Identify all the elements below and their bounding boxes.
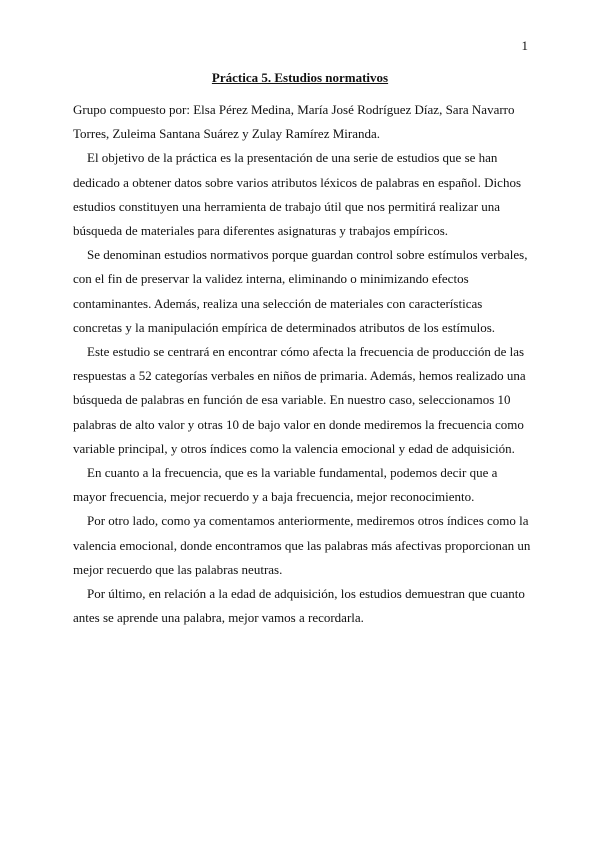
document-body xyxy=(73,98,531,630)
paragraph-objective: El objetivo de la práctica es la presentación de una serie de estudios que se han dedicado a obtener datos sobre varios atributos léxicos de palabras en español. Dichos estudios constituyen una herramienta de trabajo útil que nos permitirá realizar una búsqueda de materiales para diferentes asignaturas y trabajos empíricos. xyxy=(73,150,521,239)
document-title: Práctica 5. Estudios normativos xyxy=(211,70,389,85)
paragraph-normative-studies: Se denominan estudios normativos porque guardan control sobre estímulos verbales, con el fin de preservar la validez interna, eliminando o minimizando efectos contaminantes. Además, realiza una selección de materiales con características concretas y la manipulación empírica de determinados atributos de los estímulos. xyxy=(73,247,528,335)
paragraph-study-focus: Este estudio se centrará en encontrar cómo afecta la frecuencia de producción de las respuestas a 52 categorías verbales en niños de primaria. Además, hemos realizado una búsqueda de palabras en función de esa variable. En nuestro caso, seleccionamos 10 palabras de alto valor y otras 10 de bajo valor en donde mediremos la frecuencia como variable principal, y otros índices como la valencia emocional y edad de adquisición. xyxy=(73,344,526,456)
paragraph-age-of-acquisition: Por último, en relación a la edad de adquisición, los estudios demuestran que cuanto antes se aprende una palabra, mejor vamos a recordarla. xyxy=(73,586,525,626)
authors-line: Grupo compuesto por: Elsa Pérez Medina, María José Rodríguez Díaz, Sara Navarro Torres, Zuleima Santana Suárez y Zulay Ramírez Miranda. xyxy=(73,102,515,142)
paragraph-emotional-valence: Por otro lado, como ya comentamos anteriormente, mediremos otros índices como la valencia emocional, donde encontramos que las palabras más afectivas proporcionan un mejor recuerdo que las palabras neutras. xyxy=(73,513,531,577)
page-number: 1 xyxy=(521,38,528,53)
paragraph-frequency: En cuanto a la frecuencia, que es la variable fundamental, podemos decir que a mayor frecuencia, mejor recuerdo y a baja frecuencia, mejor reconocimiento. xyxy=(73,465,498,505)
